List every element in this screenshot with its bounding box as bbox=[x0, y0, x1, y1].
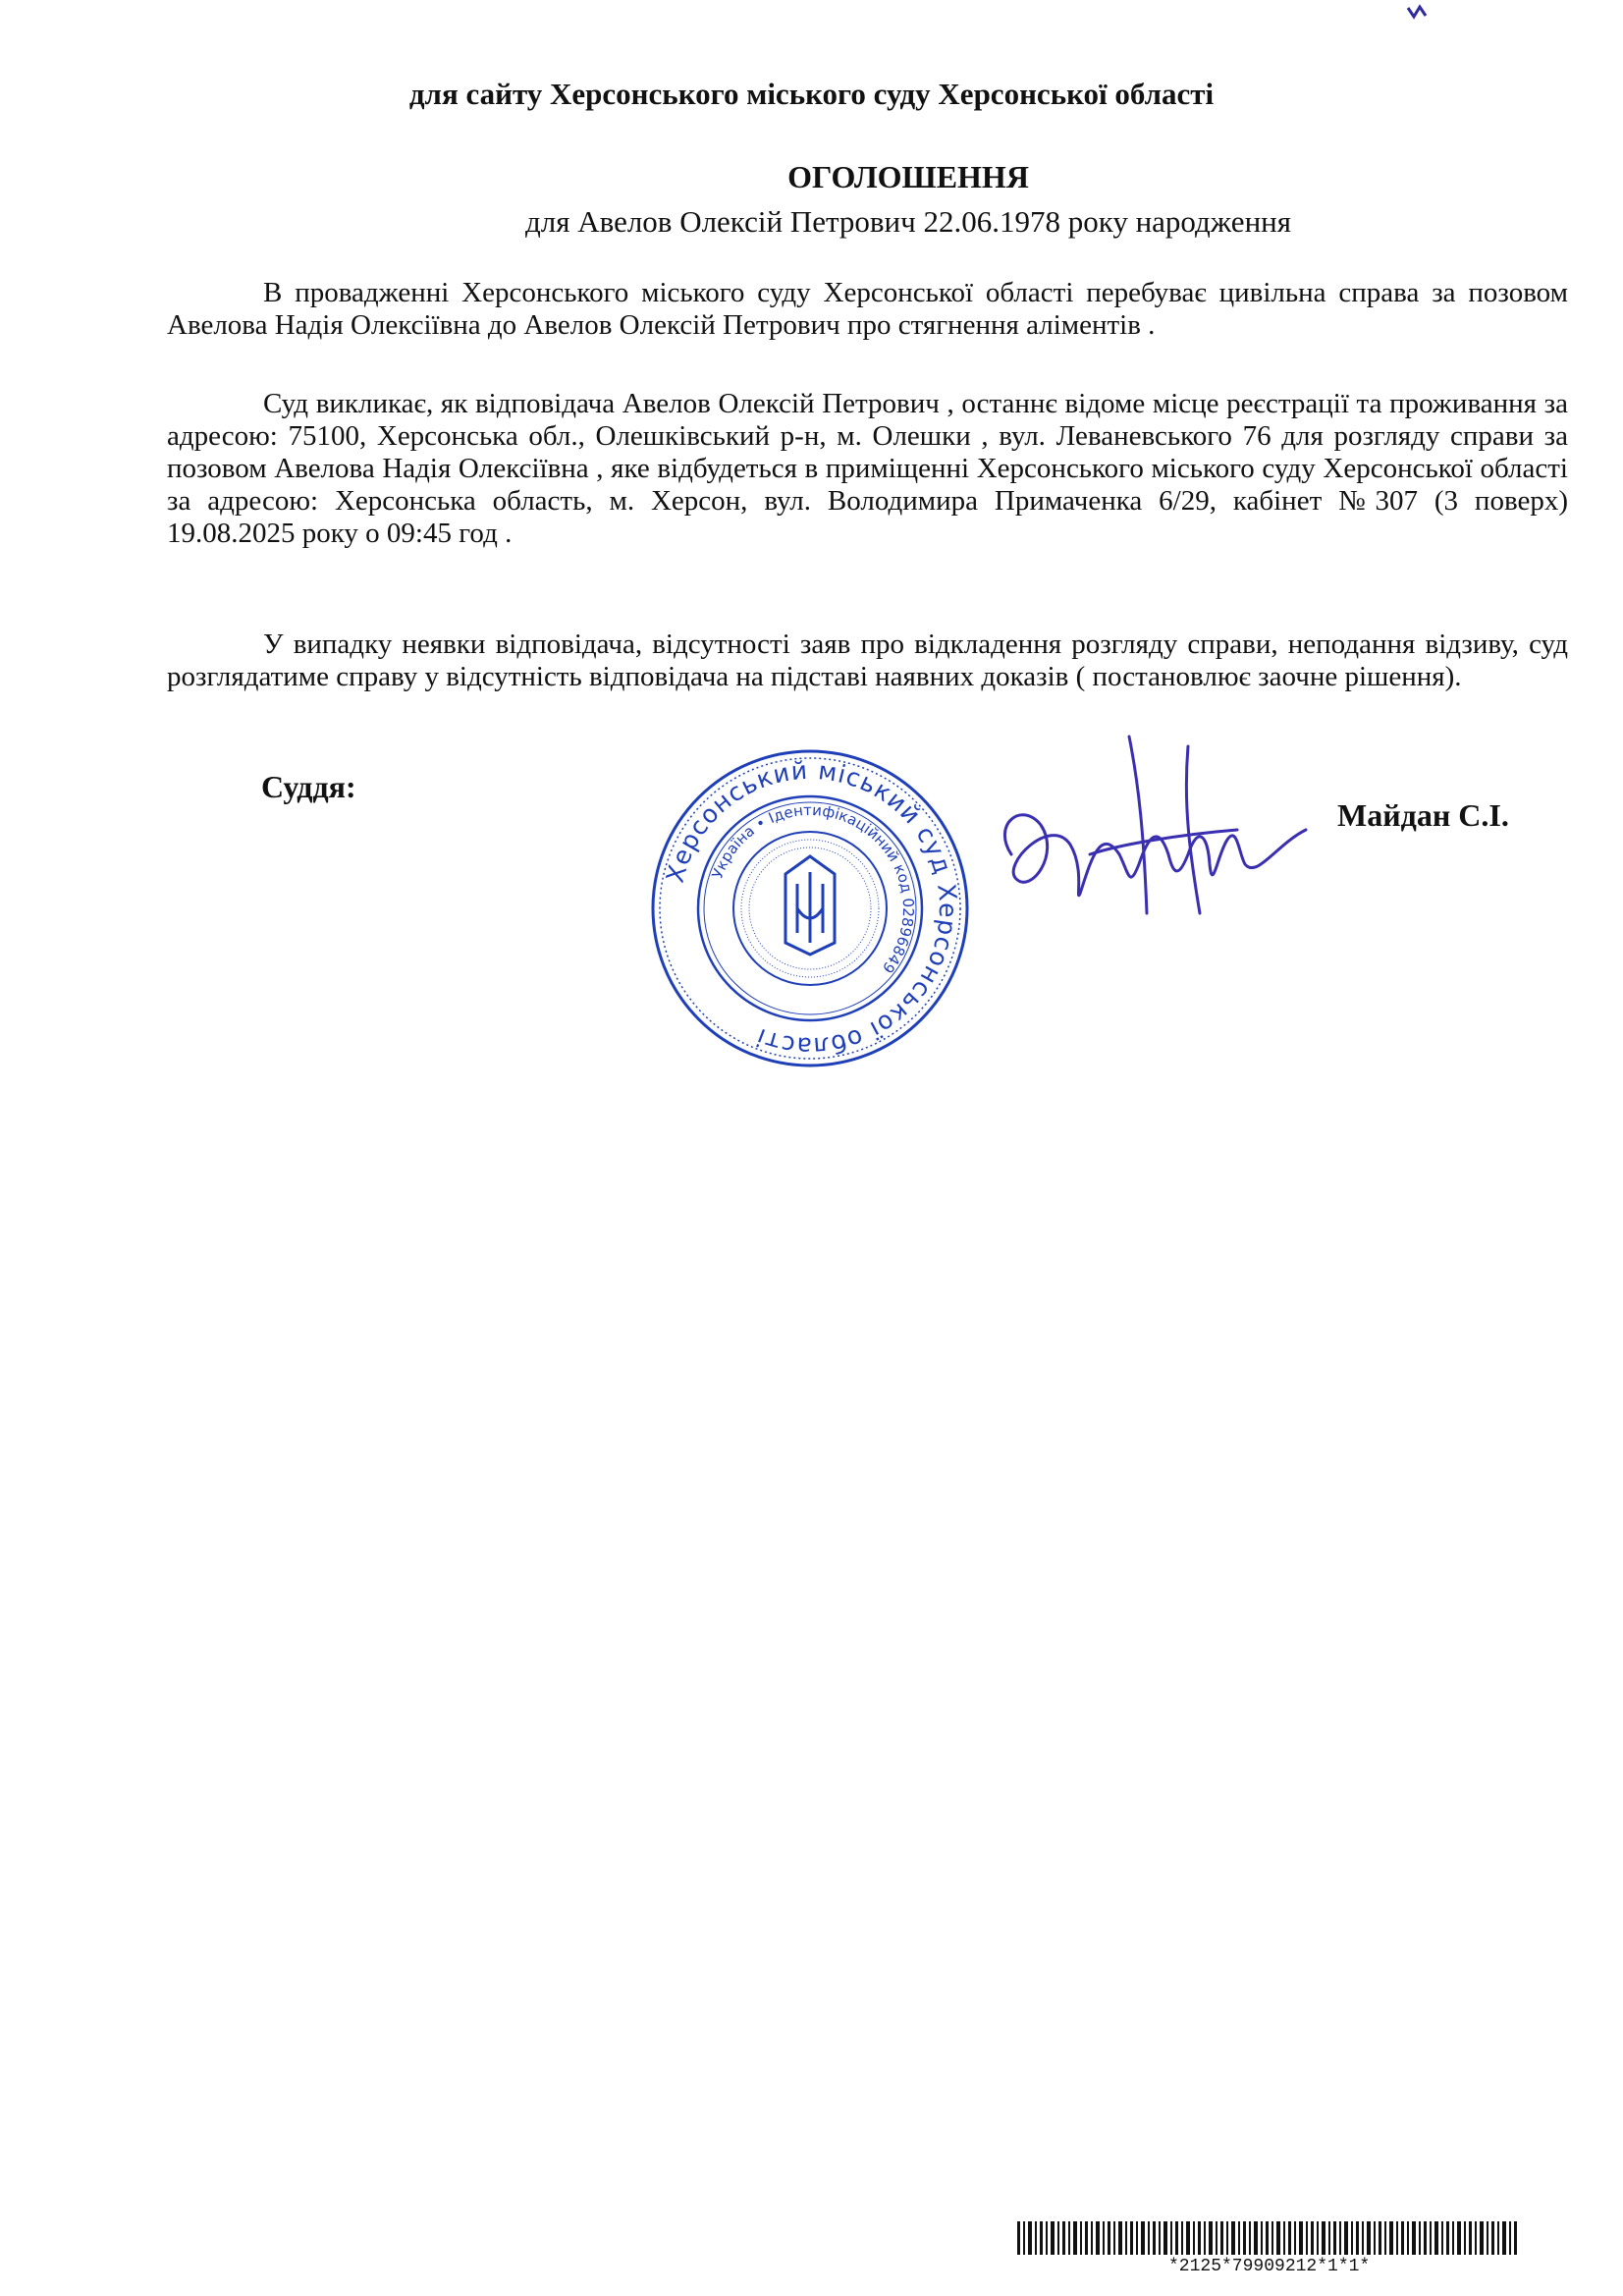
judge-label: Суддя: bbox=[261, 769, 356, 804]
judge-name: Майдан С.І. bbox=[1337, 797, 1509, 833]
announcement-title: ОГОЛОШЕННЯ bbox=[787, 159, 1029, 194]
barcode-number: *2125*79909212*1*1* bbox=[1168, 2257, 1371, 2276]
paragraph-case-info: В провадженні Херсонського міського суду Херсонської області перебуває цивільна справа за позовом Авелова Надія Олексіївна до Авелов Олексій Петрович про стягнення аліментів . bbox=[167, 277, 1568, 341]
site-header-line: для сайту Херсонського міського суду Херсонської області bbox=[408, 77, 1215, 111]
seal-inner-text: Україна • Ідентифікаційний код 02896849 bbox=[708, 800, 918, 977]
announcement-subtitle: для Авелов Олексій Петрович 22.06.1978 року народження bbox=[524, 204, 1292, 239]
paragraph-absence-warning: У випадку неявки відповідача, відсутності заяв про відкладення розгляду справи, неподання відзиву, суд розглядатиме справу у відсутність відповідача на підставі наявних доказів ( постановлює заочне рішення). bbox=[167, 629, 1568, 692]
judge-signature bbox=[982, 707, 1316, 933]
court-seal bbox=[648, 746, 972, 1070]
document-barcode bbox=[1017, 2221, 1518, 2255]
seal-outer-text: Херсонський міський суд Херсонської області bbox=[660, 755, 963, 1062]
ink-mark bbox=[1406, 4, 1428, 20]
paragraph-summons: Суд викликає, як відповідача Авелов Олексій Петрович , останнє відоме місце реєстрації та проживання за адресою: 75100, Херсонська обл., Олешківський р-н, м. Олешки , вул. Леваневського 76 для розгляду справи за позовом Авелова Надія Олексіївна , яке відбудеться в приміщенні Херсонського міського суду Херсонської області за адресою: Херсонська область, м. Херсон, вул. Володимира Примаченка 6/29, кабінет №307 (3 поверх) 19.08.2025 року о 09:45 год . bbox=[167, 388, 1568, 549]
